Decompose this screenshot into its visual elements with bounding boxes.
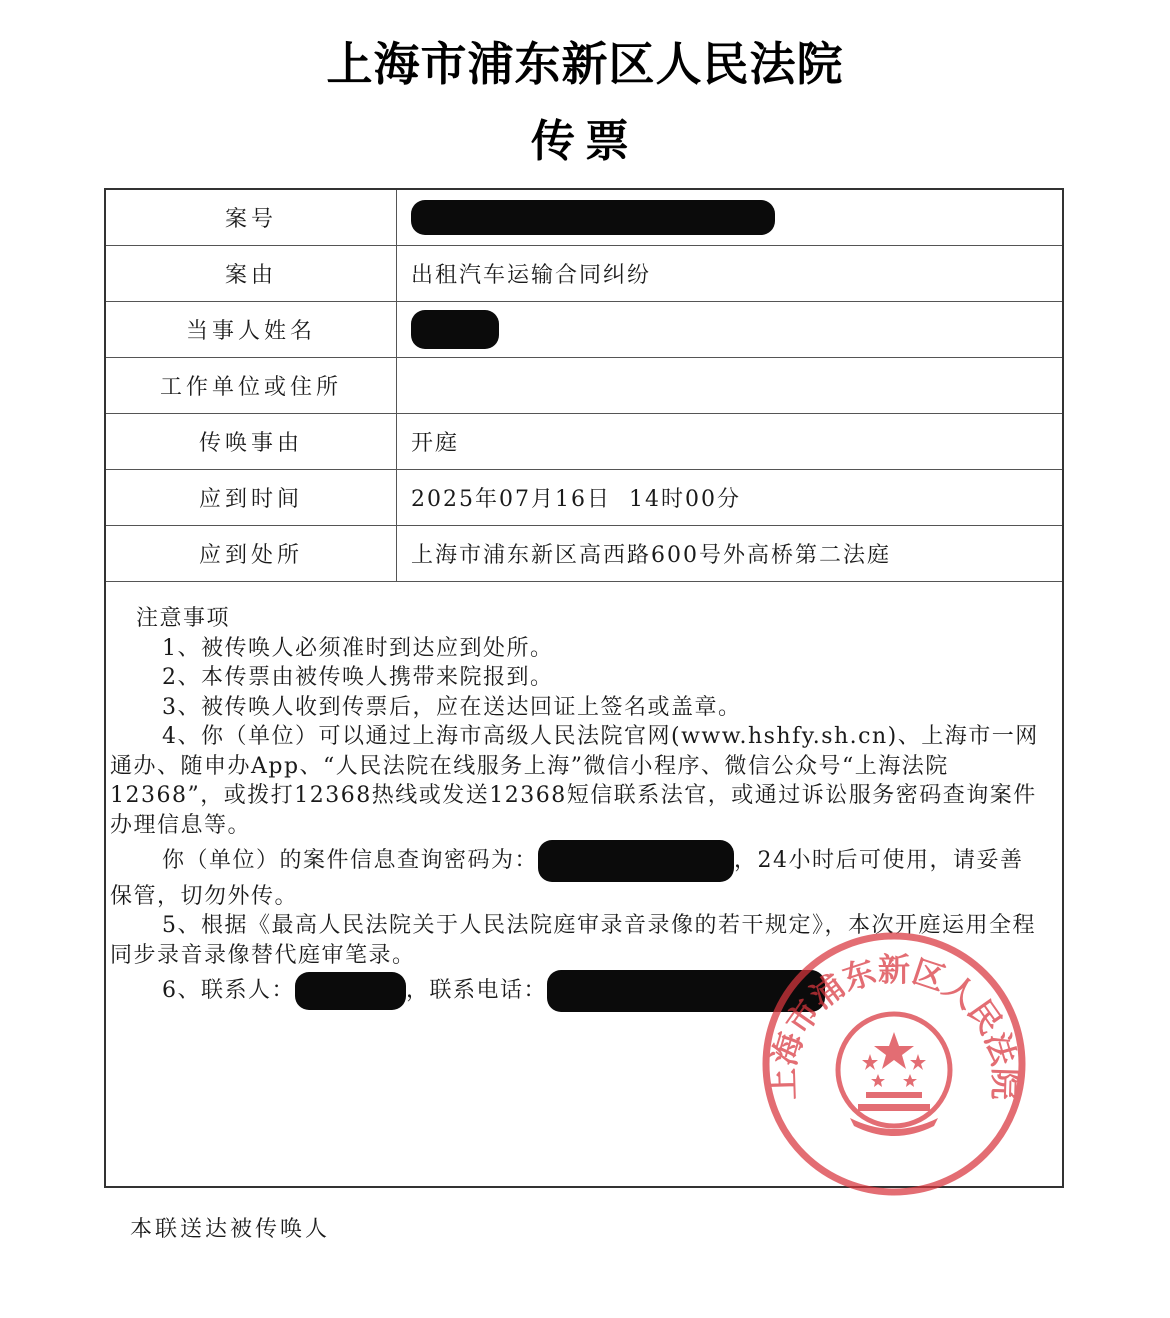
table-row: [106, 358, 1062, 414]
password-suffix: ，24小时后可使用，请妥善保管，切勿外传。: [110, 848, 1024, 909]
case-info-table: [106, 190, 1062, 582]
row-label-cause: 案由: [106, 246, 397, 302]
row-label-summons-reason: 传唤事由: [106, 414, 397, 470]
table-row: [106, 190, 1062, 246]
document-title: 传票: [531, 116, 639, 167]
table-row: [106, 414, 1062, 470]
address-value: [397, 358, 1063, 414]
notice-password-line: [110, 840, 1040, 911]
notice-item-3: 3、被传唤人收到传票后，应在送达回证上签名或盖章。: [162, 694, 742, 720]
redacted-contact-phone: [547, 970, 824, 1012]
row-label-location: 应到处所: [106, 526, 397, 582]
row-label-time: 应到时间: [106, 470, 397, 526]
table-row: [106, 470, 1062, 526]
table-row: [106, 246, 1062, 302]
court-name: 上海市浦东新区人民法院: [326, 37, 844, 91]
summons-form: [104, 188, 1064, 1188]
row-label-address: 工作单位或住所: [106, 358, 397, 414]
redacted-case-number: [411, 200, 775, 235]
table-row: [106, 526, 1062, 582]
case-cause-value: 出租汽车运输合同纠纷: [397, 246, 1063, 302]
redacted-contact-name: [295, 972, 406, 1010]
summons-reason-value: 开庭: [397, 414, 1063, 470]
redacted-party-name: [411, 310, 499, 349]
notice-item-2: 2、本传票由被传唤人携带来院报到。: [162, 665, 554, 690]
notice-section: [106, 604, 1066, 1012]
notice-item-1: 1、被传唤人必须准时到达应到处所。: [162, 635, 554, 661]
footer-note: 本联送达被传唤人: [130, 1217, 331, 1242]
redacted-password: [538, 840, 734, 882]
notice-item-6: [110, 970, 1040, 1012]
row-label-case-number: 案号: [106, 190, 397, 246]
password-prefix: 你（单位）的案件信息查询密码为：: [162, 848, 539, 873]
contact-prefix: 6、联系人：: [162, 978, 295, 1003]
appearance-location-value: 上海市浦东新区高西路600号外高桥第二法庭: [397, 526, 1063, 582]
notice-item-5: 5、根据《最高人民法院关于人民法院庭审录音录像的若干规定》，本次开庭运用全程同步录音录像替代庭审笔录。: [110, 913, 1036, 968]
appearance-time-value: 2025年07月16日 14时00分: [397, 470, 1063, 526]
notice-item-4: 4、你（单位）可以通过上海市高级人民法院官网(www.hshfy.sh.cn)、上海市一网通办、随申办App、“人民法院在线服务上海”微信小程序、微信公众号“上海法院12368”，或拨打12368热线或发送12368短信联系法官，或通过诉讼服务密码查询案件办理信息等。: [110, 724, 1039, 838]
table-row: [106, 302, 1062, 358]
notice-heading: 注意事项: [136, 606, 231, 631]
row-label-party-name: 当事人姓名: [106, 302, 397, 358]
contact-mid: ，联系电话：: [406, 978, 548, 1003]
seal-text: 上海市浦东新区人民法院: [763, 950, 1025, 1101]
